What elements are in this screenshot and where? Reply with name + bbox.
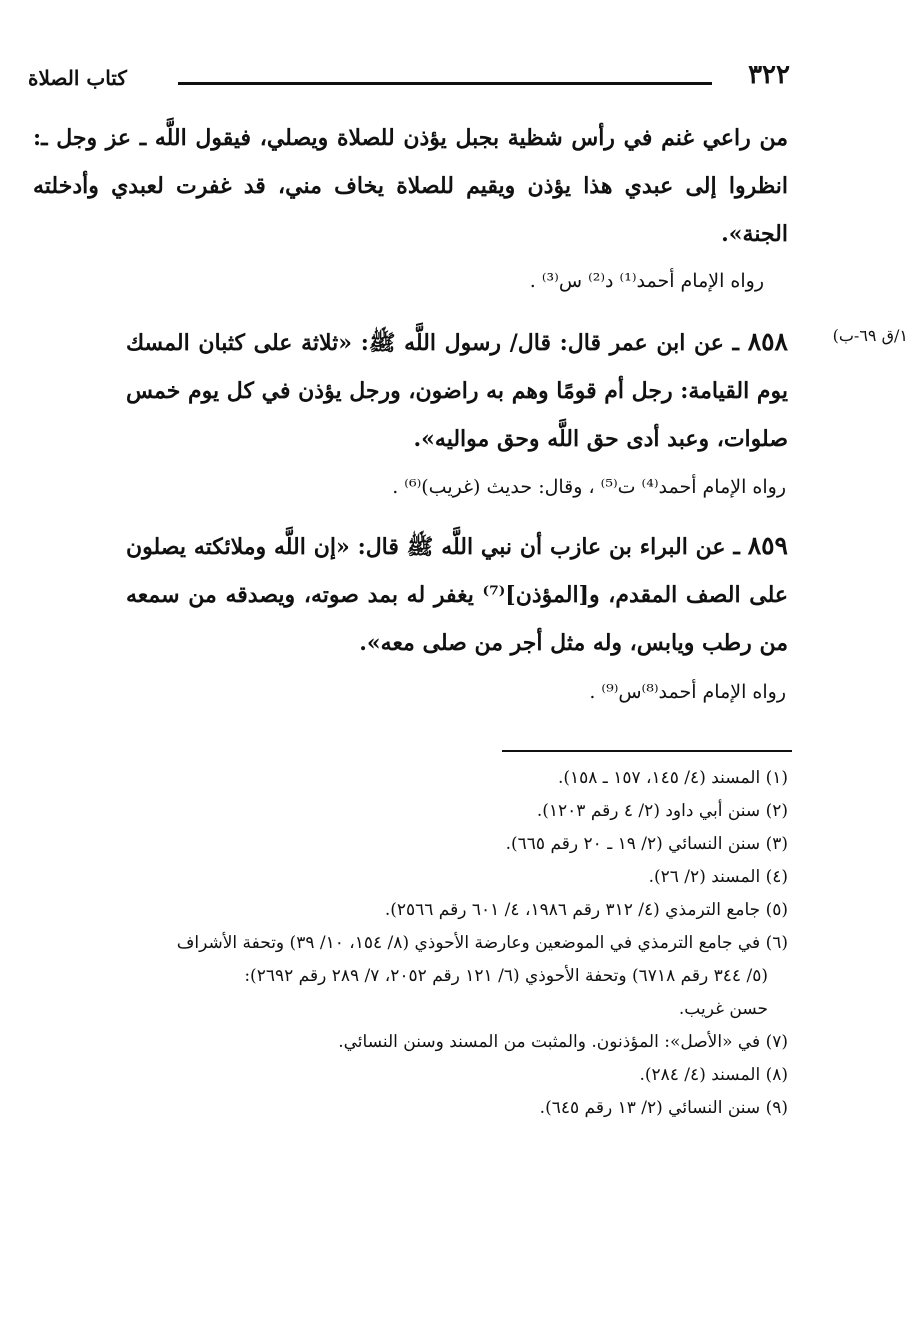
riwaya-859: رواه الإمام أحمد⁽⁸⁾س⁽⁹⁾ . — [589, 681, 786, 703]
hadith-number: ٨٥٩ — [747, 531, 788, 560]
header-rule — [178, 82, 712, 85]
page-number: ٣٢٢ — [748, 60, 790, 90]
margin-note: ١/ق ٦٩-ب) — [832, 326, 908, 345]
footnote-6: (٦) في جامع الترمذي في الموضعين وعارضة الأحوذي (٨/ ١٥٤، ١٠/ ٣٩) وتحفة الأشراف — [176, 933, 788, 953]
footnote-9: (٩) سنن النسائي (٢/ ١٣ رقم ٦٤٥). — [539, 1098, 788, 1118]
hadith-text: ـ عن ابن عمر قال: قال/ رسول اللَّه ﷺ: «ثلاثة على كثبان المسك يوم القيامة: رجل أم قومًا وهم به راضون، ورجل يؤذن في كل يوم خمس صلوات، وعبد أدى حق اللَّه وحق مواليه». — [126, 330, 789, 452]
hadith-text: ـ عن البراء بن عازب أن نبي اللَّه ﷺ قال: «إن اللَّه وملائكته يصلون على الصف المقدم، و[المؤذن]⁽⁷⁾ يغفر له بمد صوته، ويصدقه من سمعه من رطب ويابس، وله مثل أجر من صلى معه». — [126, 534, 789, 656]
footnote-7: (٧) في «الأصل»: المؤذنون. والمثبت من المسند وسنن النسائي. — [338, 1032, 788, 1052]
footnote-5: (٥) جامع الترمذي (٤/ ٣١٢ رقم ١٩٨٦، ٤/ ٦٠١ رقم ٢٥٦٦). — [384, 900, 788, 920]
paragraph-continuation: من راعي غنم في رأس شظية بجبل يؤذن للصلاة ويصلي، فيقول اللَّه ـ عز وجل ـ: انظروا إلى عبدي هذا يؤذن ويقيم للصلاة يخاف مني، قد غفرت لعبدي وأدخلته الجنة». — [33, 125, 788, 247]
riwaya-858: رواه الإمام أحمد⁽⁴⁾ ت⁽⁵⁾ ، وقال: حديث (غريب)⁽⁶⁾ . — [392, 476, 786, 498]
footnote-2: (٢) سنن أبي داود (٢/ ٤ رقم ١٢٠٣). — [536, 801, 788, 821]
book-title: كتاب الصلاة — [28, 66, 127, 90]
footnote-separator — [502, 750, 792, 752]
footnote-6-continued: (٥/ ٣٤٤ رقم ٦٧١٨) وتحفة الأحوذي (٦/ ١٢١ رقم ٢٠٥٢، ٧/ ٢٨٩ رقم ٢٦٩٢): — [244, 966, 768, 986]
footnote-3: (٣) سنن النسائي (٢/ ١٩ ـ ٢٠ رقم ٦٦٥). — [505, 834, 788, 854]
hadith-number: ٨٥٨ — [747, 327, 788, 356]
footnote-6-end: حسن غريب. — [678, 999, 768, 1019]
footnote-8: (٨) المسند (٤/ ٢٨٤). — [639, 1065, 788, 1085]
page-header — [28, 58, 790, 98]
riwaya-line-1: رواه الإمام أحمد⁽¹⁾ د⁽²⁾ س⁽³⁾ . — [529, 270, 764, 292]
footnote-1: (١) المسند (٤/ ١٤٥، ١٥٧ ـ ١٥٨). — [557, 768, 788, 788]
hadith-859 — [126, 522, 788, 667]
hadith-858 — [126, 318, 788, 463]
footnote-4: (٤) المسند (٢/ ٢٦). — [648, 867, 788, 887]
footnotes — [68, 762, 788, 1125]
